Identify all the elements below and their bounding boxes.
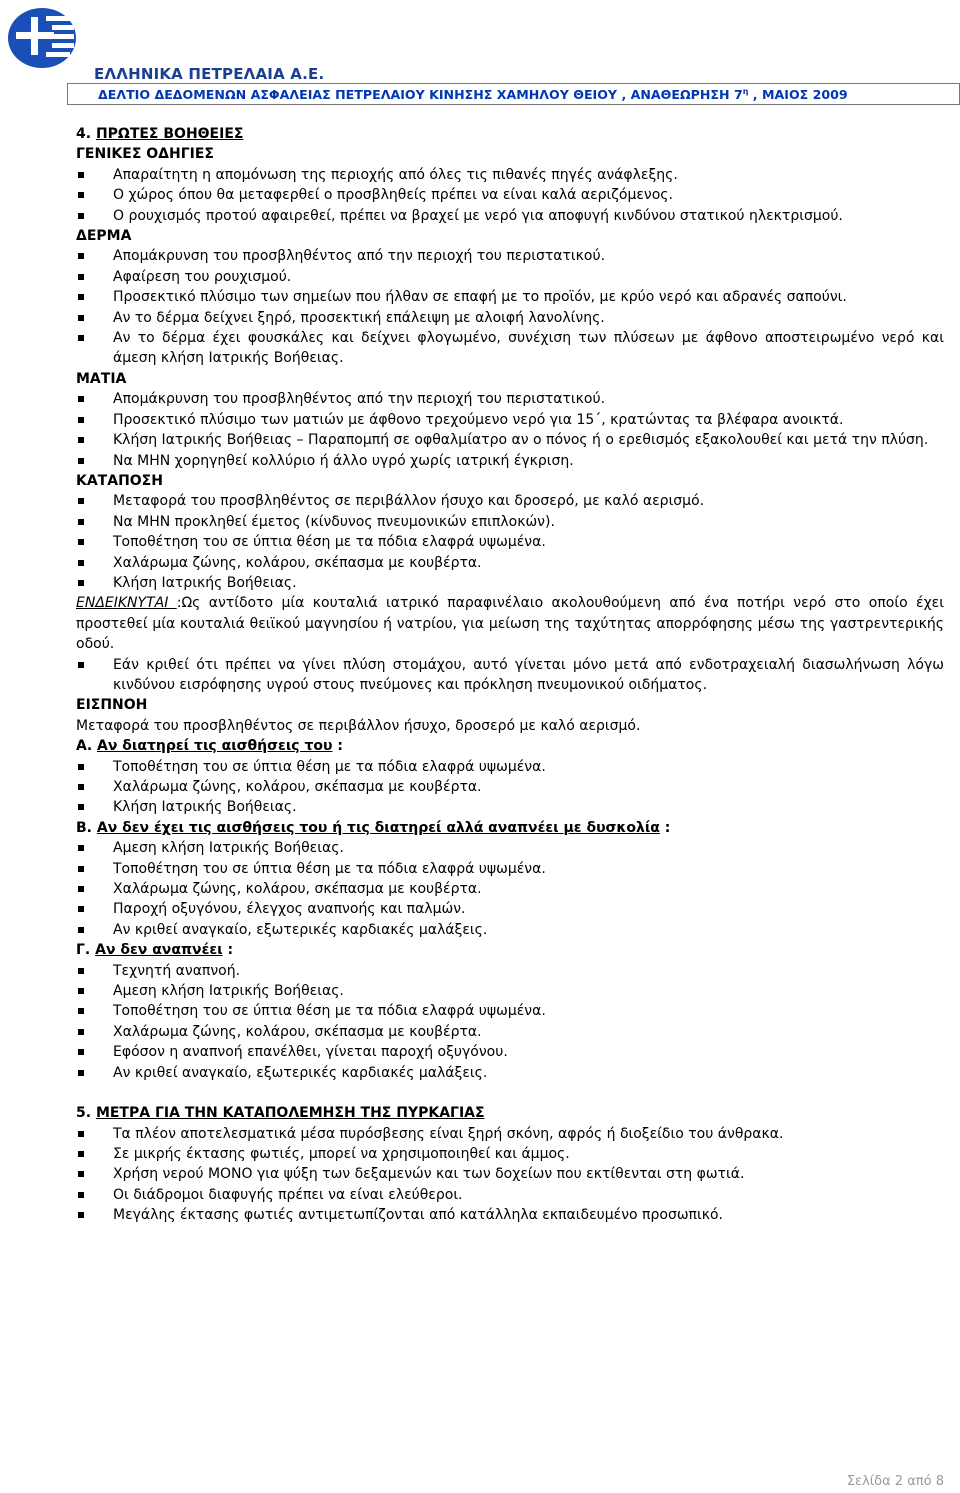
- list-item: Τα πλέον αποτελεσματικά μέσα πυρόσβεσης είναι ξηρή σκόνη, αφρός ή διοξείδιο του άνθρακα.: [76, 1124, 944, 1144]
- list-item: Σε μικρής έκτασης φωτιές, μπορεί να χρησιμοποιηθεί και άμμος.: [76, 1144, 944, 1164]
- company-name: ΕΛΛΗΝΙΚΑ ΠΕΤΡΕΛΑΙΑ Α.Ε.: [94, 65, 325, 83]
- inhalation-text: Μεταφορά του προσβληθέντος σε περιβάλλον ήσυχο, δροσερό με καλό αερισμό.: [76, 717, 641, 734]
- list-item: Τεχνητή αναπνοή.: [76, 961, 944, 981]
- indicative-note: ΕΝΔΕΙΚΝΥΤΑΙ :Ως αντίδοτο μία κουταλιά ιατρικό παραφινέλαιο ακολουθούμενη από ένα ποτήρι νερό στο οποίο έχει προστεθεί μία κουταλιά θειϊκού μαγνησίου ή νατρίου, για μείωση της ταχύτητας απορρόφησης μέσω της γαστρεντερικής οδού.: [76, 595, 944, 653]
- list-item: Αν κριθεί αναγκαίο, εξωτερικές καρδιακές μαλάξεις.: [76, 1063, 944, 1083]
- list-item: Εάν κριθεί ότι πρέπει να γίνει πλύση στομάχου, αυτό γίνεται μόνο μετά από ενδοτραχειαλή διασωλήνωση λόγω κινδύνου εισρόφησης υγρού στους πνεύμονες και πρόκληση πνευμονικού οιδήματος.: [76, 655, 944, 696]
- list-item: Τοποθέτηση του σε ύπτια θέση με τα πόδια ελαφρά υψωμένα.: [76, 1001, 944, 1021]
- section-4-heading: 4. ΠΡΩΤΕΣ ΒΟΗΘΕΙΕΣ: [76, 126, 244, 142]
- list-item: Ο ρουχισμός προτού αφαιρεθεί, πρέπει να βραχεί με νερό για αποφυγή κινδύνου στατικού ηλεκτρισμού.: [76, 206, 944, 226]
- list-item: Απαραίτητη η απομόνωση της περιοχής από όλες τις πιθανές πηγές ανάφλεξης.: [76, 165, 944, 185]
- list-item: Χαλάρωμα ζώνης, κολάρου, σκέπασμα με κουβέρτα.: [76, 777, 944, 797]
- document-title-bar: [67, 83, 960, 105]
- list-item: Εφόσον η αναπνοή επανέλθει, γίνεται παροχή οξυγόνου.: [76, 1042, 944, 1062]
- list-item: Κλήση Ιατρικής Βοήθειας – Παραπομπή σε οφθαλμίατρο αν ο πόνος ή ο ερεθισμός εξακολουθεί και μετά την πλύση.: [76, 430, 944, 450]
- list-item: Αν το δέρμα έχει φουσκάλες και δείχνει φλογωμένο, συνέχιση των πλύσεων με άφθονο αποστειρωμένο νερό και άμεση κλήση Ιατρικής Βοήθειας.: [76, 328, 944, 369]
- list-item: Απομάκρυνση του προσβληθέντος από την περιοχή του περιστατικού.: [76, 389, 944, 409]
- list-item: Απομάκρυνση του προσβληθέντος από την περιοχή του περιστατικού.: [76, 246, 944, 266]
- document-body: [76, 124, 944, 1226]
- page-number: Σελίδα 2 από 8: [846, 1474, 944, 1489]
- list-item: Χρήση νερού ΜΟΝΟ για ψύξη των δεξαμενών και των δοχείων που εκτίθενται στη φωτιά.: [76, 1164, 944, 1184]
- list-item: Τοποθέτηση του σε ύπτια θέση με τα πόδια ελαφρά υψωμένα.: [76, 859, 944, 879]
- inhalation-heading: ΕΙΣΠΝΟΗ: [76, 697, 148, 714]
- case-c-heading: Γ. Αν δεν αναπνέει :: [76, 942, 234, 959]
- list-item: Μεγάλης έκτασης φωτιές αντιμετωπίζονται από κατάλληλα εκπαιδευμένο προσωπικό.: [76, 1205, 944, 1225]
- list-item: Αν το δέρμα δείχνει ξηρό, προσεκτική επάλειψη με αλοιφή λανολίνης.: [76, 308, 944, 328]
- list-item: Αμεση κλήση Ιατρικής Βοήθειας.: [76, 981, 944, 1001]
- skin-heading: ΔΕΡΜΑ: [76, 228, 132, 245]
- list-item: Χαλάρωμα ζώνης, κολάρου, σκέπασμα με κουβέρτα.: [76, 553, 944, 573]
- list-item: Τοποθέτηση του σε ύπτια θέση με τα πόδια ελαφρά υψωμένα.: [76, 532, 944, 552]
- list-item: Αν κριθεί αναγκαίο, εξωτερικές καρδιακές μαλάξεις.: [76, 920, 944, 940]
- list-item: Αμεση κλήση Ιατρικής Βοήθειας.: [76, 838, 944, 858]
- list-item: Προσεκτικό πλύσιμο των ματιών με άφθονο τρεχούμενο νερό για 15΄, κρατώντας τα βλέφαρα ανοικτά.: [76, 410, 944, 430]
- spacer: [76, 1083, 944, 1103]
- list-item: Τοποθέτηση του σε ύπτια θέση με τα πόδια ελαφρά υψωμένα.: [76, 757, 944, 777]
- page-header: [6, 6, 956, 102]
- list-item: Οι διάδρομοι διαφυγής πρέπει να είναι ελεύθεροι.: [76, 1185, 944, 1205]
- list-item: Αφαίρεση του ρουχισμού.: [76, 267, 944, 287]
- list-item: Προσεκτικό πλύσιμο των σημείων που ήλθαν σε επαφή με το προϊόν, με κρύο νερό και αδρανές σαπούνι.: [76, 287, 944, 307]
- case-a-heading: Α. Αν διατηρεί τις αισθήσεις του :: [76, 738, 343, 755]
- eyes-heading: ΜΑΤΙΑ: [76, 370, 127, 387]
- general-heading: ΓΕΝΙΚΕΣ ΟΔΗΓΙΕΣ: [76, 146, 214, 163]
- list-item: Παροχή οξυγόνου, έλεγχος αναπνοής και παλμών.: [76, 899, 944, 919]
- ingestion-heading: ΚΑΤΑΠΟΣΗ: [76, 472, 163, 489]
- list-item: Να ΜΗΝ χορηγηθεί κολλύριο ή άλλο υγρό χωρίς ιατρική έγκριση.: [76, 451, 944, 471]
- list-item: Να ΜΗΝ προκληθεί έμετος (κίνδυνος πνευμονικών επιπλοκών).: [76, 512, 944, 532]
- cross-logo-icon: [6, 6, 82, 72]
- list-item: Χαλάρωμα ζώνης, κολάρου, σκέπασμα με κουβέρτα.: [76, 879, 944, 899]
- list-item: Κλήση Ιατρικής Βοήθειας.: [76, 797, 944, 817]
- list-item: Χαλάρωμα ζώνης, κολάρου, σκέπασμα με κουβέρτα.: [76, 1022, 944, 1042]
- list-item: Μεταφορά του προσβληθέντος σε περιβάλλον ήσυχο και δροσερό, με καλό αερισμό.: [76, 491, 944, 511]
- document-title: ΔΕΛΤΙΟ ΔΕΔΟΜΕΝΩΝ ΑΣΦΑΛΕΙΑΣ ΠΕΤΡΕΛΑΙΟΥ ΚΙΝΗΣΗΣ ΧΑΜΗΛΟΥ ΘΕΙΟΥ , ΑΝΑΘΕΩΡΗΣΗ $7^\eta$ , ΜΑΙΟΣ 2009: [98, 87, 848, 103]
- section-5-heading: 5. ΜΕΤΡΑ ΓΙΑ ΤΗΝ ΚΑΤΑΠΟΛΕΜΗΣΗ ΤΗΣ ΠΥΡΚΑΓΙΑΣ: [76, 1105, 485, 1122]
- case-b-heading: Β. Αν δεν έχει τις αισθήσεις του ή τις διατηρεί αλλά αναπνέει με δυσκολία :: [76, 819, 671, 836]
- list-item: Ο χώρος όπου θα μεταφερθεί ο προσβληθείς πρέπει να είναι καλά αεριζόμενος.: [76, 185, 944, 205]
- list-item: Κλήση Ιατρικής Βοήθειας.: [76, 573, 944, 593]
